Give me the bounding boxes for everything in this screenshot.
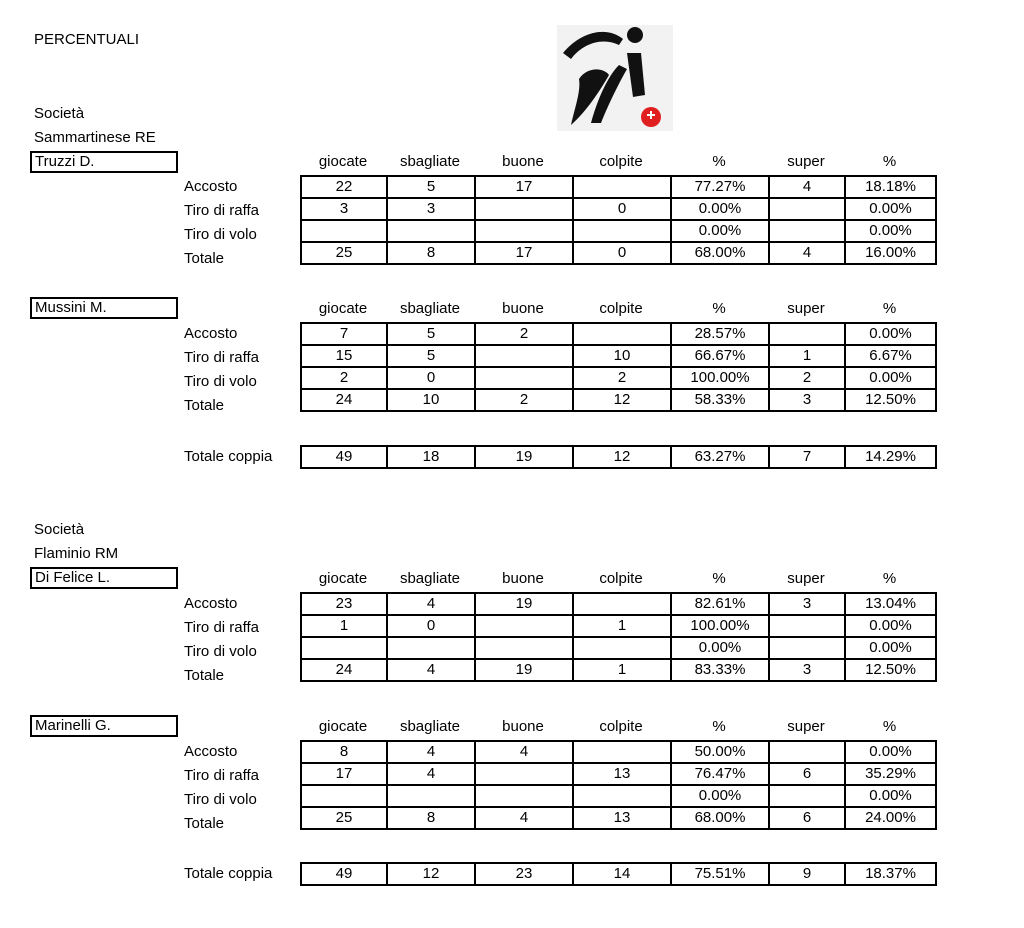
column-header: % (882, 570, 897, 587)
table-cell (769, 785, 845, 807)
table-cell: 76.47% (671, 763, 769, 785)
row-label: Tiro di volo (184, 643, 257, 660)
table-cell: 14.29% (845, 446, 936, 468)
table-cell: 0.00% (845, 741, 936, 763)
table-cell (769, 741, 845, 763)
bocce-player-logo-icon (557, 25, 673, 131)
table-cell (475, 637, 573, 659)
societa-name: Flaminio RM (34, 545, 119, 562)
table-cell (573, 785, 671, 807)
table-cell: 35.29% (845, 763, 936, 785)
column-header: % (712, 570, 726, 587)
table-cell: 3 (769, 389, 845, 411)
table-row (301, 345, 936, 367)
column-header: giocate (318, 300, 368, 317)
table-cell (387, 785, 475, 807)
table-cell: 3 (387, 198, 475, 220)
table-cell: 75.51% (671, 863, 769, 885)
table-cell: 0.00% (845, 615, 936, 637)
table-cell: 18.18% (845, 176, 936, 198)
table-cell: 2 (769, 367, 845, 389)
table-cell (301, 220, 387, 242)
table-cell (475, 220, 573, 242)
table-cell: 23 (301, 593, 387, 615)
table-row (301, 593, 936, 615)
table-cell: 77.27% (671, 176, 769, 198)
row-label: Tiro di raffa (184, 349, 260, 366)
table-cell: 12.50% (845, 389, 936, 411)
column-header: super (787, 718, 825, 735)
table-cell: 2 (475, 323, 573, 345)
column-header: % (882, 153, 897, 170)
table-cell: 82.61% (671, 593, 769, 615)
table-cell: 5 (387, 176, 475, 198)
table-row (301, 659, 936, 681)
table-cell: 3 (769, 659, 845, 681)
table-cell: 24 (301, 389, 387, 411)
table-cell: 6 (769, 807, 845, 829)
column-header: colpite (599, 153, 643, 170)
table-cell (769, 615, 845, 637)
row-label: Accosto (184, 595, 238, 612)
table-cell: 17 (301, 763, 387, 785)
page-title: PERCENTUALI (34, 31, 140, 48)
column-header: sbagliate (399, 570, 461, 587)
table-cell (475, 345, 573, 367)
societa-label: Società (34, 521, 85, 538)
player-name-box: Marinelli G. (30, 715, 178, 737)
table-cell: 1 (573, 615, 671, 637)
table-cell: 19 (475, 446, 573, 468)
table-cell: 25 (301, 242, 387, 264)
table-row (301, 863, 936, 885)
table-row (301, 741, 936, 763)
table-cell: 1 (301, 615, 387, 637)
table-cell: 4 (475, 807, 573, 829)
table-cell: 4 (387, 659, 475, 681)
table-cell (573, 741, 671, 763)
table-cell (387, 637, 475, 659)
table-cell: 7 (769, 446, 845, 468)
table-row (301, 446, 936, 468)
table-cell: 13 (573, 763, 671, 785)
table-cell: 8 (387, 242, 475, 264)
table-cell: 17 (475, 176, 573, 198)
table-cell: 68.00% (671, 807, 769, 829)
column-header: giocate (318, 718, 368, 735)
table-cell (301, 785, 387, 807)
row-label: Tiro di raffa (184, 619, 260, 636)
table-cell (573, 220, 671, 242)
table-cell: 49 (301, 446, 387, 468)
column-header: colpite (599, 300, 643, 317)
table-cell: 9 (769, 863, 845, 885)
table-cell (475, 198, 573, 220)
row-label: Accosto (184, 178, 238, 195)
table-cell (769, 198, 845, 220)
table-cell: 7 (301, 323, 387, 345)
table-row (301, 323, 936, 345)
column-header: buone (502, 570, 544, 587)
table-cell (769, 220, 845, 242)
table-cell: 14 (573, 863, 671, 885)
player-stats-table (300, 175, 937, 265)
table-row (301, 389, 936, 411)
table-cell: 0.00% (845, 220, 936, 242)
table-cell: 0 (387, 367, 475, 389)
table-cell: 0.00% (671, 785, 769, 807)
table-cell: 4 (387, 593, 475, 615)
table-row (301, 637, 936, 659)
table-row (301, 785, 936, 807)
table-cell: 8 (387, 807, 475, 829)
player-name-box: Truzzi D. (30, 151, 178, 173)
row-label: Totale (184, 397, 225, 414)
row-label: Tiro di raffa (184, 202, 260, 219)
table-cell: 0.00% (671, 637, 769, 659)
table-cell: 100.00% (671, 615, 769, 637)
table-row (301, 242, 936, 264)
table-cell: 2 (573, 367, 671, 389)
table-cell: 25 (301, 807, 387, 829)
row-label: Totale (184, 667, 225, 684)
column-header: super (787, 570, 825, 587)
couple-total-table (300, 445, 937, 469)
table-row (301, 176, 936, 198)
table-cell: 0 (573, 198, 671, 220)
table-cell: 12.50% (845, 659, 936, 681)
table-cell (475, 763, 573, 785)
table-cell: 10 (573, 345, 671, 367)
table-cell (475, 367, 573, 389)
table-cell (475, 615, 573, 637)
table-cell: 83.33% (671, 659, 769, 681)
column-header: colpite (599, 718, 643, 735)
table-cell: 0.00% (671, 220, 769, 242)
table-cell: 68.00% (671, 242, 769, 264)
couple-total-label: Totale coppia (184, 865, 273, 882)
player-stats-table (300, 592, 937, 682)
table-cell (573, 637, 671, 659)
table-cell: 58.33% (671, 389, 769, 411)
table-cell: 4 (769, 242, 845, 264)
player-stats-table (300, 322, 937, 412)
table-cell: 0.00% (671, 198, 769, 220)
table-cell: 19 (475, 659, 573, 681)
player-stats-table (300, 740, 937, 830)
table-cell: 0 (573, 242, 671, 264)
table-row (301, 367, 936, 389)
table-cell: 12 (573, 389, 671, 411)
table-cell: 2 (475, 389, 573, 411)
table-cell: 0.00% (845, 323, 936, 345)
table-cell: 28.57% (671, 323, 769, 345)
table-cell: 23 (475, 863, 573, 885)
table-cell: 0.00% (845, 367, 936, 389)
table-cell: 3 (301, 198, 387, 220)
row-label: Tiro di volo (184, 226, 257, 243)
table-cell: 18 (387, 446, 475, 468)
column-header: % (712, 718, 726, 735)
table-cell: 50.00% (671, 741, 769, 763)
column-header: super (787, 153, 825, 170)
table-cell: 0 (387, 615, 475, 637)
table-cell (573, 323, 671, 345)
row-label: Totale (184, 250, 225, 267)
column-header: % (712, 153, 726, 170)
table-cell (301, 637, 387, 659)
table-cell: 63.27% (671, 446, 769, 468)
column-header: buone (502, 718, 544, 735)
table-cell: 22 (301, 176, 387, 198)
column-header: giocate (318, 153, 368, 170)
table-cell (573, 176, 671, 198)
table-cell: 12 (387, 863, 475, 885)
column-header: super (787, 300, 825, 317)
table-cell: 1 (769, 345, 845, 367)
column-header: sbagliate (399, 300, 461, 317)
table-cell: 24.00% (845, 807, 936, 829)
table-cell: 0.00% (845, 198, 936, 220)
column-header: sbagliate (399, 718, 461, 735)
table-cell: 0.00% (845, 785, 936, 807)
row-label: Accosto (184, 325, 238, 342)
table-cell: 15 (301, 345, 387, 367)
table-cell: 18.37% (845, 863, 936, 885)
player-name-box: Di Felice L. (30, 567, 178, 589)
table-row (301, 807, 936, 829)
table-cell: 100.00% (671, 367, 769, 389)
row-label: Tiro di raffa (184, 767, 260, 784)
column-header: % (882, 718, 897, 735)
table-cell: 5 (387, 345, 475, 367)
table-cell (573, 593, 671, 615)
column-header: colpite (599, 570, 643, 587)
table-cell: 0.00% (845, 637, 936, 659)
column-header: % (882, 300, 897, 317)
couple-total-label: Totale coppia (184, 448, 273, 465)
table-cell: 10 (387, 389, 475, 411)
table-row (301, 763, 936, 785)
column-header: buone (502, 153, 544, 170)
table-cell: 4 (387, 741, 475, 763)
table-cell (769, 637, 845, 659)
societa-name: Sammartinese RE (34, 129, 156, 146)
table-cell: 12 (573, 446, 671, 468)
table-cell (387, 220, 475, 242)
table-row (301, 615, 936, 637)
column-header: % (712, 300, 726, 317)
column-header: giocate (318, 570, 368, 587)
table-cell: 19 (475, 593, 573, 615)
row-label: Accosto (184, 743, 238, 760)
player-name-box: Mussini M. (30, 297, 178, 319)
table-cell: 4 (769, 176, 845, 198)
column-header: buone (502, 300, 544, 317)
column-header: sbagliate (399, 153, 461, 170)
table-cell: 8 (301, 741, 387, 763)
table-cell: 5 (387, 323, 475, 345)
table-cell: 49 (301, 863, 387, 885)
table-row (301, 198, 936, 220)
row-label: Totale (184, 815, 225, 832)
table-cell: 3 (769, 593, 845, 615)
table-cell: 6.67% (845, 345, 936, 367)
table-cell: 1 (573, 659, 671, 681)
row-label: Tiro di volo (184, 373, 257, 390)
table-cell: 13.04% (845, 593, 936, 615)
table-cell (475, 785, 573, 807)
societa-label: Società (34, 105, 85, 122)
couple-total-table (300, 862, 937, 886)
table-cell: 4 (475, 741, 573, 763)
table-cell: 66.67% (671, 345, 769, 367)
table-cell (769, 323, 845, 345)
row-label: Tiro di volo (184, 791, 257, 808)
table-cell: 16.00% (845, 242, 936, 264)
table-cell: 2 (301, 367, 387, 389)
table-cell: 4 (387, 763, 475, 785)
table-cell: 6 (769, 763, 845, 785)
table-cell: 13 (573, 807, 671, 829)
table-cell: 17 (475, 242, 573, 264)
table-row (301, 220, 936, 242)
table-cell: 24 (301, 659, 387, 681)
